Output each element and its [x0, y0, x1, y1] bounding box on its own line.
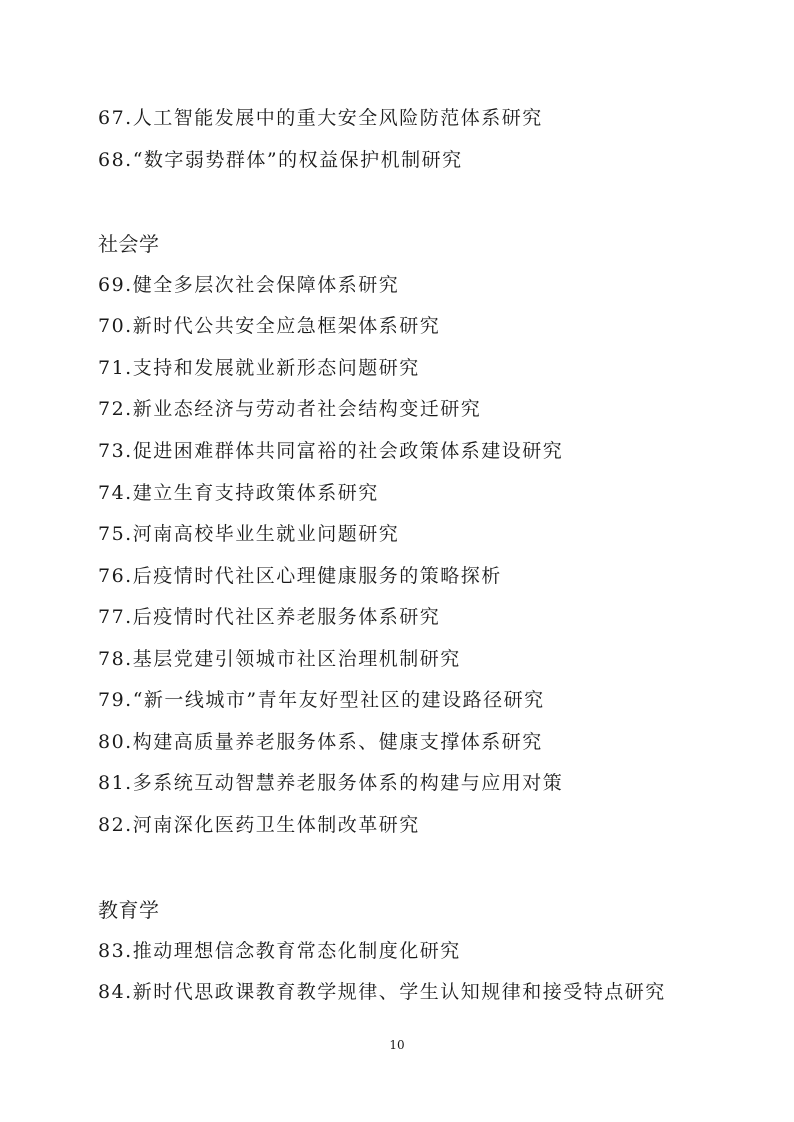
list-item: 70.新时代公共安全应急框架体系研究 — [98, 315, 441, 337]
list-item: 83.推动理想信念教育常态化制度化研究 — [98, 940, 461, 962]
page-number: 10 — [389, 1038, 405, 1052]
list-item: 67.人工智能发展中的重大安全风险防范体系研究 — [98, 107, 543, 129]
section-heading-sociology: 社会学 — [98, 232, 160, 256]
list-item: 81.多系统互动智慧养老服务体系的构建与应用对策 — [98, 772, 564, 794]
list-item: 76.后疫情时代社区心理健康服务的策略探析 — [98, 565, 502, 587]
list-item: 71.支持和发展就业新形态问题研究 — [98, 357, 420, 379]
list-item: 77.后疫情时代社区养老服务体系研究 — [98, 606, 441, 628]
list-item: 72.新业态经济与劳动者社会结构变迁研究 — [98, 398, 482, 420]
list-item: 80.构建高质量养老服务体系、健康支撑体系研究 — [98, 731, 543, 753]
list-item: 79.“新一线城市”青年友好型社区的建设路径研究 — [98, 689, 545, 711]
list-item: 82.河南深化医药卫生体制改革研究 — [98, 814, 420, 836]
list-item: 69.健全多层次社会保障体系研究 — [98, 274, 400, 296]
section-heading-education: 教育学 — [98, 898, 160, 922]
list-item: 74.建立生育支持政策体系研究 — [98, 482, 379, 504]
list-item: 73.促进困难群体共同富裕的社会政策体系建设研究 — [98, 440, 564, 462]
list-item: 75.河南高校毕业生就业问题研究 — [98, 523, 400, 545]
list-item: 68.“数字弱势群体”的权益保护机制研究 — [98, 149, 463, 171]
list-item: 78.基层党建引领城市社区治理机制研究 — [98, 648, 461, 670]
list-item: 84.新时代思政课教育教学规律、学生认知规律和接受特点研究 — [98, 981, 666, 1003]
